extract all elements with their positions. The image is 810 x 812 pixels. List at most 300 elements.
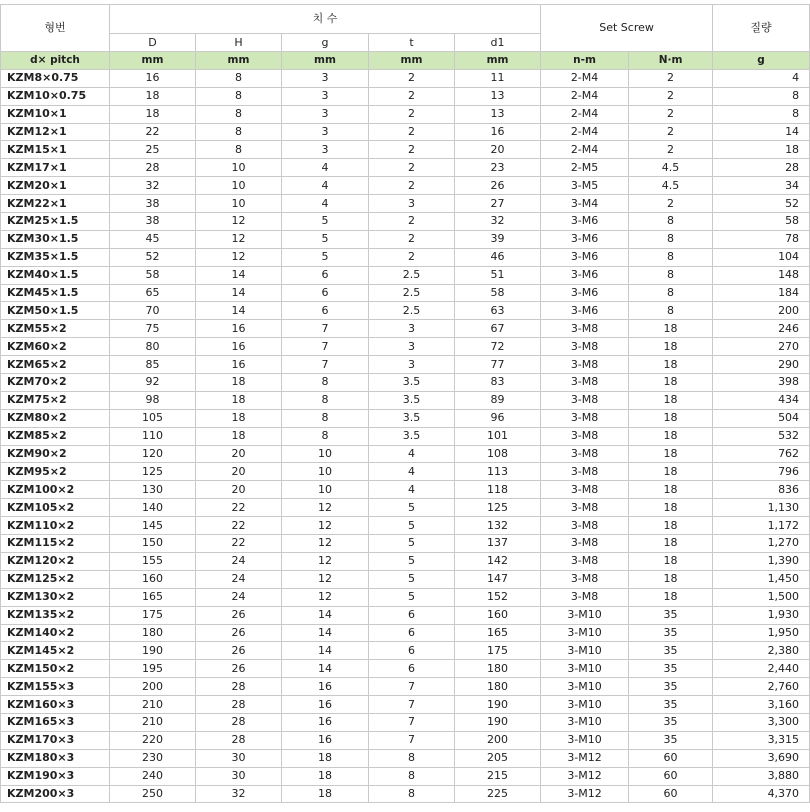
cell-set-screw-nm: 3-M10 (541, 642, 629, 660)
cell-set-screw-nm: 3-M8 (541, 409, 629, 427)
cell-t: 4 (369, 463, 455, 481)
cell-weight: 270 (713, 338, 810, 356)
cell-H: 20 (196, 445, 282, 463)
cell-weight: 3,300 (713, 713, 810, 731)
cell-g: 10 (282, 463, 369, 481)
cell-torque: 18 (629, 356, 713, 374)
unit-cell: d× pitch (1, 52, 110, 70)
cell-model: KZM100×2 (1, 481, 110, 499)
cell-weight: 1,930 (713, 606, 810, 624)
cell-model: KZM25×1.5 (1, 213, 110, 231)
cell-torque: 18 (629, 338, 713, 356)
cell-t: 8 (369, 749, 455, 767)
cell-g: 16 (282, 678, 369, 696)
cell-d1: 142 (455, 552, 541, 570)
spec-table (0, 4, 810, 803)
cell-t: 2 (369, 159, 455, 177)
cell-model: KZM85×2 (1, 427, 110, 445)
cell-H: 8 (196, 141, 282, 159)
cell-d1: 118 (455, 481, 541, 499)
unit-cell: n-m (541, 52, 629, 70)
cell-g: 4 (282, 177, 369, 195)
cell-D: 165 (110, 588, 196, 606)
cell-H: 28 (196, 731, 282, 749)
cell-H: 18 (196, 391, 282, 409)
cell-torque: 35 (629, 624, 713, 642)
cell-model: KZM120×2 (1, 552, 110, 570)
cell-d1: 39 (455, 230, 541, 248)
cell-weight: 3,880 (713, 767, 810, 785)
table-row (1, 624, 810, 642)
header-t: t (369, 34, 455, 52)
cell-H: 24 (196, 552, 282, 570)
cell-H: 14 (196, 266, 282, 284)
cell-g: 4 (282, 195, 369, 213)
cell-g: 18 (282, 749, 369, 767)
cell-H: 28 (196, 696, 282, 714)
cell-weight: 8 (713, 105, 810, 123)
cell-set-screw-nm: 3-M6 (541, 284, 629, 302)
table-row (1, 338, 810, 356)
cell-g: 5 (282, 230, 369, 248)
cell-weight: 200 (713, 302, 810, 320)
cell-set-screw-nm: 2-M5 (541, 159, 629, 177)
cell-D: 175 (110, 606, 196, 624)
cell-model: KZM75×2 (1, 391, 110, 409)
cell-H: 24 (196, 588, 282, 606)
cell-g: 8 (282, 374, 369, 392)
cell-weight: 1,172 (713, 517, 810, 535)
cell-d1: 215 (455, 767, 541, 785)
table-row (1, 230, 810, 248)
cell-set-screw-nm: 3-M8 (541, 481, 629, 499)
cell-model: KZM135×2 (1, 606, 110, 624)
table-row (1, 213, 810, 231)
cell-weight: 3,315 (713, 731, 810, 749)
cell-model: KZM40×1.5 (1, 266, 110, 284)
cell-D: 195 (110, 660, 196, 678)
cell-t: 3.5 (369, 409, 455, 427)
cell-d1: 63 (455, 302, 541, 320)
cell-t: 6 (369, 624, 455, 642)
cell-g: 8 (282, 409, 369, 427)
cell-g: 16 (282, 731, 369, 749)
table-row (1, 69, 810, 87)
cell-D: 190 (110, 642, 196, 660)
table-row (1, 713, 810, 731)
cell-t: 8 (369, 785, 455, 803)
cell-H: 16 (196, 338, 282, 356)
cell-weight: 2,760 (713, 678, 810, 696)
cell-t: 2 (369, 213, 455, 231)
table-row (1, 445, 810, 463)
cell-model: KZM80×2 (1, 409, 110, 427)
cell-set-screw-nm: 3-M12 (541, 767, 629, 785)
table-row (1, 248, 810, 266)
cell-model: KZM12×1 (1, 123, 110, 141)
cell-d1: 46 (455, 248, 541, 266)
cell-model: KZM45×1.5 (1, 284, 110, 302)
cell-t: 5 (369, 588, 455, 606)
cell-weight: 8 (713, 87, 810, 105)
cell-model: KZM30×1.5 (1, 230, 110, 248)
header-dimensions: 치 수 (110, 5, 541, 34)
units-row (1, 52, 810, 70)
cell-torque: 35 (629, 606, 713, 624)
cell-torque: 8 (629, 248, 713, 266)
cell-model: KZM65×2 (1, 356, 110, 374)
cell-set-screw-nm: 2-M4 (541, 87, 629, 105)
cell-torque: 60 (629, 767, 713, 785)
cell-weight: 3,160 (713, 696, 810, 714)
cell-t: 2 (369, 105, 455, 123)
cell-g: 3 (282, 105, 369, 123)
cell-D: 16 (110, 69, 196, 87)
cell-d1: 89 (455, 391, 541, 409)
cell-H: 12 (196, 248, 282, 266)
cell-weight: 4,370 (713, 785, 810, 803)
cell-t: 5 (369, 570, 455, 588)
cell-torque: 35 (629, 696, 713, 714)
cell-D: 120 (110, 445, 196, 463)
table-row (1, 195, 810, 213)
cell-torque: 35 (629, 731, 713, 749)
cell-D: 92 (110, 374, 196, 392)
cell-g: 12 (282, 517, 369, 535)
cell-g: 7 (282, 356, 369, 374)
table-row (1, 177, 810, 195)
cell-t: 5 (369, 517, 455, 535)
cell-H: 22 (196, 499, 282, 517)
table-body (1, 69, 810, 803)
cell-H: 20 (196, 481, 282, 499)
cell-t: 7 (369, 696, 455, 714)
cell-H: 8 (196, 105, 282, 123)
header-D: D (110, 34, 196, 52)
cell-d1: 26 (455, 177, 541, 195)
cell-model: KZM22×1 (1, 195, 110, 213)
cell-D: 210 (110, 713, 196, 731)
cell-set-screw-nm: 3-M8 (541, 445, 629, 463)
cell-weight: 398 (713, 374, 810, 392)
header-set-screw: Set Screw (541, 5, 713, 52)
cell-set-screw-nm: 3-M8 (541, 391, 629, 409)
cell-d1: 147 (455, 570, 541, 588)
cell-weight: 532 (713, 427, 810, 445)
cell-set-screw-nm: 2-M4 (541, 141, 629, 159)
cell-D: 80 (110, 338, 196, 356)
cell-d1: 225 (455, 785, 541, 803)
table-row (1, 696, 810, 714)
cell-g: 16 (282, 713, 369, 731)
cell-t: 3.5 (369, 391, 455, 409)
cell-set-screw-nm: 3-M8 (541, 535, 629, 553)
cell-set-screw-nm: 3-M10 (541, 713, 629, 731)
cell-H: 30 (196, 767, 282, 785)
cell-D: 18 (110, 87, 196, 105)
cell-t: 6 (369, 606, 455, 624)
cell-g: 14 (282, 660, 369, 678)
cell-t: 8 (369, 767, 455, 785)
cell-D: 210 (110, 696, 196, 714)
cell-torque: 35 (629, 713, 713, 731)
table-row (1, 517, 810, 535)
cell-H: 12 (196, 230, 282, 248)
table-row (1, 302, 810, 320)
cell-g: 14 (282, 642, 369, 660)
unit-cell: mm (455, 52, 541, 70)
cell-D: 155 (110, 552, 196, 570)
unit-cell: mm (196, 52, 282, 70)
cell-set-screw-nm: 3-M6 (541, 230, 629, 248)
cell-model: KZM190×3 (1, 767, 110, 785)
cell-d1: 16 (455, 123, 541, 141)
cell-model: KZM110×2 (1, 517, 110, 535)
cell-weight: 246 (713, 320, 810, 338)
cell-D: 145 (110, 517, 196, 535)
cell-torque: 18 (629, 499, 713, 517)
cell-torque: 60 (629, 749, 713, 767)
cell-H: 10 (196, 195, 282, 213)
table-row (1, 123, 810, 141)
cell-model: KZM10×0.75 (1, 87, 110, 105)
cell-d1: 23 (455, 159, 541, 177)
cell-model: KZM55×2 (1, 320, 110, 338)
cell-H: 12 (196, 213, 282, 231)
table-row (1, 535, 810, 553)
cell-torque: 18 (629, 445, 713, 463)
cell-torque: 2 (629, 195, 713, 213)
cell-g: 8 (282, 427, 369, 445)
table-row (1, 266, 810, 284)
cell-H: 8 (196, 69, 282, 87)
cell-D: 180 (110, 624, 196, 642)
cell-torque: 18 (629, 427, 713, 445)
cell-t: 2 (369, 177, 455, 195)
cell-t: 3 (369, 338, 455, 356)
cell-H: 26 (196, 606, 282, 624)
cell-torque: 2 (629, 123, 713, 141)
cell-t: 7 (369, 713, 455, 731)
cell-H: 22 (196, 535, 282, 553)
cell-torque: 35 (629, 642, 713, 660)
cell-set-screw-nm: 3-M12 (541, 749, 629, 767)
cell-t: 3 (369, 356, 455, 374)
cell-H: 30 (196, 749, 282, 767)
table-row (1, 606, 810, 624)
cell-torque: 8 (629, 213, 713, 231)
cell-weight: 34 (713, 177, 810, 195)
cell-weight: 836 (713, 481, 810, 499)
cell-g: 3 (282, 69, 369, 87)
cell-set-screw-nm: 3-M10 (541, 624, 629, 642)
cell-d1: 165 (455, 624, 541, 642)
cell-model: KZM95×2 (1, 463, 110, 481)
cell-g: 7 (282, 320, 369, 338)
cell-weight: 104 (713, 248, 810, 266)
cell-weight: 18 (713, 141, 810, 159)
table-row (1, 678, 810, 696)
cell-d1: 72 (455, 338, 541, 356)
cell-model: KZM145×2 (1, 642, 110, 660)
cell-g: 12 (282, 570, 369, 588)
cell-set-screw-nm: 3-M10 (541, 660, 629, 678)
cell-D: 58 (110, 266, 196, 284)
cell-set-screw-nm: 3-M8 (541, 499, 629, 517)
cell-D: 125 (110, 463, 196, 481)
header-g: g (282, 34, 369, 52)
cell-g: 3 (282, 87, 369, 105)
cell-set-screw-nm: 3-M6 (541, 266, 629, 284)
unit-cell: N·m (629, 52, 713, 70)
cell-D: 250 (110, 785, 196, 803)
cell-D: 25 (110, 141, 196, 159)
table-header (1, 5, 810, 70)
cell-torque: 2 (629, 69, 713, 87)
cell-D: 52 (110, 248, 196, 266)
table-row (1, 570, 810, 588)
cell-weight: 78 (713, 230, 810, 248)
cell-model: KZM140×2 (1, 624, 110, 642)
table-row (1, 374, 810, 392)
cell-set-screw-nm: 2-M4 (541, 69, 629, 87)
cell-d1: 101 (455, 427, 541, 445)
cell-H: 14 (196, 302, 282, 320)
cell-weight: 14 (713, 123, 810, 141)
cell-D: 230 (110, 749, 196, 767)
cell-torque: 18 (629, 481, 713, 499)
cell-model: KZM180×3 (1, 749, 110, 767)
cell-H: 26 (196, 624, 282, 642)
cell-d1: 51 (455, 266, 541, 284)
cell-torque: 18 (629, 535, 713, 553)
cell-D: 75 (110, 320, 196, 338)
cell-d1: 27 (455, 195, 541, 213)
cell-d1: 200 (455, 731, 541, 749)
header-H: H (196, 34, 282, 52)
cell-model: KZM130×2 (1, 588, 110, 606)
cell-torque: 4.5 (629, 159, 713, 177)
cell-D: 240 (110, 767, 196, 785)
cell-g: 8 (282, 391, 369, 409)
table-row (1, 588, 810, 606)
cell-D: 160 (110, 570, 196, 588)
cell-D: 130 (110, 481, 196, 499)
cell-set-screw-nm: 3-M5 (541, 177, 629, 195)
cell-weight: 1,390 (713, 552, 810, 570)
cell-weight: 1,450 (713, 570, 810, 588)
cell-torque: 8 (629, 266, 713, 284)
cell-H: 24 (196, 570, 282, 588)
cell-weight: 2,440 (713, 660, 810, 678)
cell-weight: 762 (713, 445, 810, 463)
cell-model: KZM170×3 (1, 731, 110, 749)
cell-t: 7 (369, 678, 455, 696)
cell-weight: 148 (713, 266, 810, 284)
cell-D: 70 (110, 302, 196, 320)
cell-D: 105 (110, 409, 196, 427)
cell-H: 26 (196, 660, 282, 678)
cell-model: KZM70×2 (1, 374, 110, 392)
cell-g: 3 (282, 141, 369, 159)
cell-torque: 35 (629, 660, 713, 678)
cell-set-screw-nm: 2-M4 (541, 105, 629, 123)
cell-t: 2 (369, 230, 455, 248)
cell-set-screw-nm: 3-M6 (541, 248, 629, 266)
cell-H: 28 (196, 713, 282, 731)
cell-torque: 8 (629, 230, 713, 248)
table-row (1, 552, 810, 570)
cell-t: 5 (369, 499, 455, 517)
cell-set-screw-nm: 3-M10 (541, 731, 629, 749)
cell-torque: 60 (629, 785, 713, 803)
cell-D: 38 (110, 195, 196, 213)
cell-torque: 18 (629, 391, 713, 409)
cell-t: 2.5 (369, 266, 455, 284)
cell-t: 3 (369, 320, 455, 338)
cell-set-screw-nm: 3-M8 (541, 517, 629, 535)
cell-set-screw-nm: 3-M8 (541, 338, 629, 356)
cell-D: 22 (110, 123, 196, 141)
cell-t: 2 (369, 87, 455, 105)
cell-D: 45 (110, 230, 196, 248)
cell-t: 3.5 (369, 374, 455, 392)
cell-set-screw-nm: 3-M10 (541, 696, 629, 714)
cell-g: 4 (282, 159, 369, 177)
cell-g: 14 (282, 624, 369, 642)
cell-D: 85 (110, 356, 196, 374)
cell-torque: 2 (629, 87, 713, 105)
cell-weight: 504 (713, 409, 810, 427)
cell-torque: 2 (629, 105, 713, 123)
cell-g: 12 (282, 552, 369, 570)
cell-H: 18 (196, 427, 282, 445)
cell-H: 10 (196, 159, 282, 177)
cell-model: KZM165×3 (1, 713, 110, 731)
cell-t: 2 (369, 248, 455, 266)
cell-H: 10 (196, 177, 282, 195)
cell-weight: 1,270 (713, 535, 810, 553)
table-row (1, 660, 810, 678)
cell-t: 3 (369, 195, 455, 213)
cell-H: 18 (196, 374, 282, 392)
cell-t: 2.5 (369, 302, 455, 320)
cell-H: 16 (196, 320, 282, 338)
cell-t: 4 (369, 481, 455, 499)
cell-D: 200 (110, 678, 196, 696)
cell-weight: 1,950 (713, 624, 810, 642)
cell-d1: 20 (455, 141, 541, 159)
cell-t: 2 (369, 69, 455, 87)
cell-d1: 205 (455, 749, 541, 767)
cell-weight: 434 (713, 391, 810, 409)
cell-t: 7 (369, 731, 455, 749)
table-row (1, 731, 810, 749)
cell-d1: 67 (455, 320, 541, 338)
unit-cell: g (713, 52, 810, 70)
cell-torque: 35 (629, 678, 713, 696)
cell-g: 12 (282, 499, 369, 517)
cell-set-screw-nm: 3-M8 (541, 552, 629, 570)
table-row (1, 499, 810, 517)
cell-weight: 184 (713, 284, 810, 302)
cell-H: 8 (196, 87, 282, 105)
cell-torque: 18 (629, 570, 713, 588)
cell-g: 6 (282, 266, 369, 284)
cell-set-screw-nm: 3-M8 (541, 427, 629, 445)
cell-H: 18 (196, 409, 282, 427)
cell-set-screw-nm: 2-M4 (541, 123, 629, 141)
